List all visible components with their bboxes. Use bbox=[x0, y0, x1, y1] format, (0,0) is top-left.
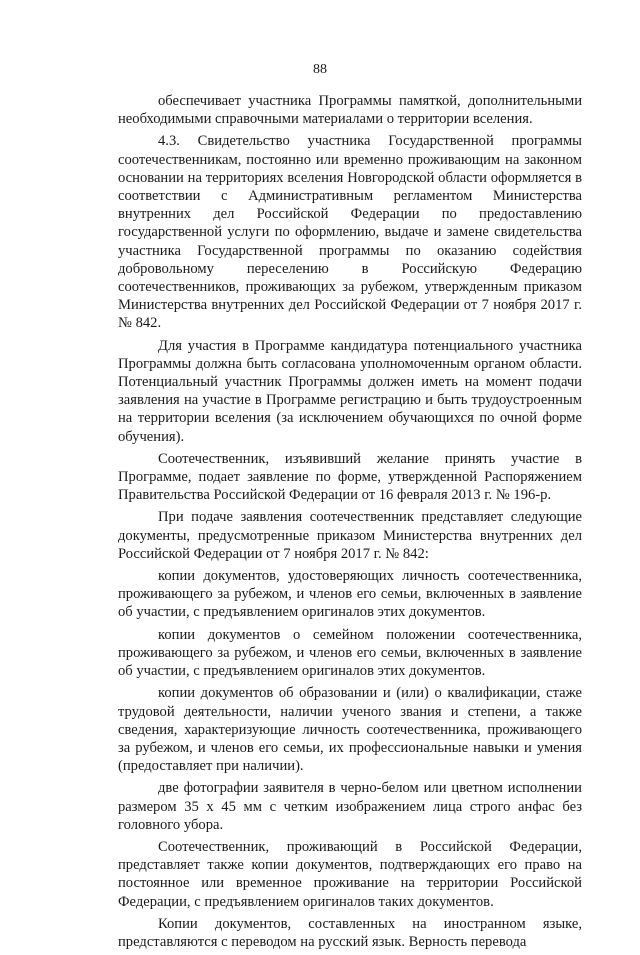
list-item-photographs: две фотографии заявителя в черно-белом или цветном исполнении размером 35 х 45 мм с четким изображением лица строго анфас без головного убора. bbox=[118, 780, 582, 833]
list-item-education-documents: копии документов об образовании и (или) о квалификации, стаже трудовой деятельности, наличии ученого звания и степени, а также сведения, характеризующие личность соотечественника, проживающего за рубежом, и членов его семьи, их профессиональные навыки и умения (предоставляет при наличии). bbox=[118, 685, 582, 775]
paragraph-continuation: обеспечивает участника Программы памяткой, дополнительными необходимыми справочными материалами о территории вселения. bbox=[118, 93, 582, 128]
paragraph-translation: Копии документов, составленных на иностранном языке, представляются с переводом на русский язык. Верность перевода bbox=[118, 915, 582, 950]
paragraph-application-form: Соотечественник, изъявивший желание принять участие в Программе, подает заявление по форме, утвержденной Распоряжением Правительства Российской Федерации от 16 февраля 2013 г. № 196-р. bbox=[118, 450, 582, 504]
paragraph-residence-documents: Соотечественник, проживающий в Российской Федерации, представляет также копии документов, подтверждающих его право на постоянное или временное проживание на территории Российской Федерации, с предъявлением оригиналов таких документов. bbox=[118, 838, 582, 910]
list-item-marital-documents: копии документов о семейном положении соотечественника, проживающего за рубежом, и членов его семьи, включенных в заявление об участии, с предъявлением оригиналов этих документов. bbox=[118, 626, 582, 680]
page-number: 88 bbox=[313, 62, 327, 77]
paragraph-documents-intro: При подаче заявления соотечественник представляет следующие документы, предусмотренные приказом Министерства внутренних дел Российской Федерации от 7 ноября 2017 г. № 842: bbox=[118, 509, 582, 562]
document-body bbox=[118, 92, 582, 955]
list-item-identity-documents: копии документов, удостоверяющих личность соотечественника, проживающего за рубежом, и членов его семьи, включенных в заявление об участии, с предъявлением оригиналов этих документов. bbox=[118, 568, 582, 621]
paragraph-candidate-approval: Для участия в Программе кандидатура потенциального участника Программы должна быть согласована уполномоченным органом области. Потенциальный участник Программы должен иметь на момент подачи заявления на участие в Программе регистрацию и быть трудоустроенным на территории вселения (за исключением обучающихся по очной форме обучения). bbox=[118, 337, 582, 445]
paragraph-section-4-3: 4.3. Свидетельство участника Государственной программы соотечественникам, постоянно или временно проживающим на законном основании на территориях вселения Новгородской области оформляется в соответствии с Административным регламентом Министерства внутренних дел Российской Федерации по предоставлению государственной услуги по оформлению, выдаче и замене свидетельства участника Государственной программы по оказанию содействия добровольному переселению в Российскую Федерацию соотечественников, проживающих за рубежом, утвержденным приказом Министерства внутренних дел Российской Федерации от 7 ноября 2017 г. № 842. bbox=[118, 133, 582, 332]
